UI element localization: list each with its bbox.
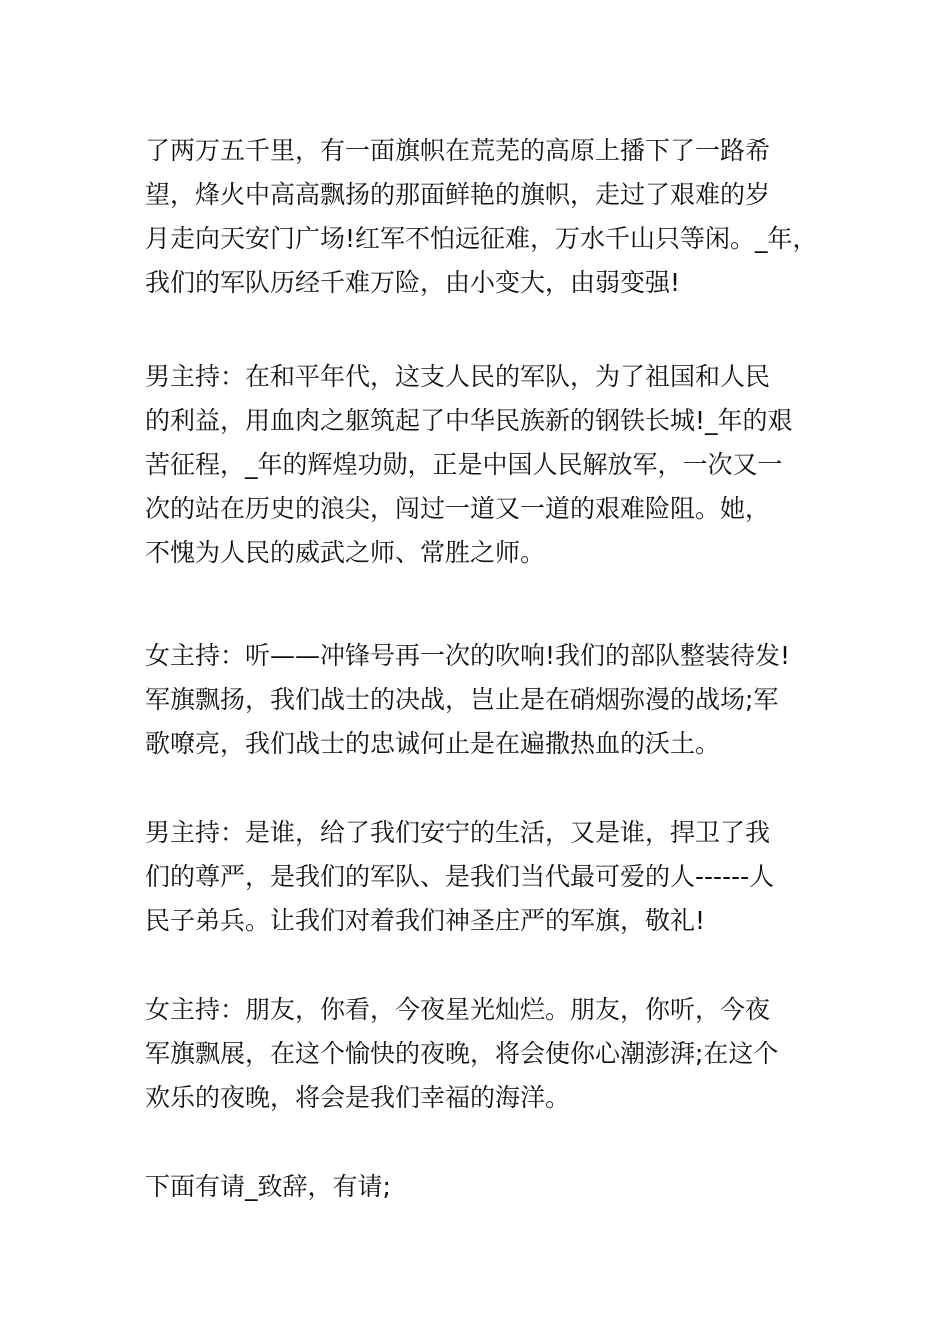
text-line: 军旗飘展，在这个愉快的夜晚，将会使你心潮澎湃;在这个 [145,1039,779,1068]
text-line: 男主持：是谁，给了我们安宁的生活，又是谁，捍卫了我 [145,818,771,847]
text-line: 月走向天安门广场!红军不怕远征难，万水千山只等闲。_年， [145,224,818,253]
text-line: 军旗飘扬，我们战士的决战，岂止是在硝烟弥漫的战场;军 [145,685,779,714]
paragraph-2 [145,355,865,575]
paragraph-4 [145,811,865,943]
text-line: 男主持：在和平年代，这支人民的军队，为了祖国和人民 [145,362,771,391]
text-line: 不愧为人民的威武之师、常胜之师。 [145,538,546,567]
text-line: 苦征程，_年的辉煌功勋，正是中国人民解放军，一次又一 [145,450,783,479]
paragraph-5 [145,988,865,1120]
text-line: 次的站在历史的浪尖，闯过一道又一道的艰难险阻。她， [145,494,771,523]
text-line: 欢乐的夜晚，将会是我们幸福的海洋。 [145,1083,571,1112]
text-line: 歌嘹亮，我们战士的忠诚何止是在遍撒热血的沃土。 [145,729,721,758]
text-line: 下面有请_致辞，有请; [145,1172,391,1201]
paragraph-1 [145,129,865,305]
text-line: 的利益，用血肉之躯筑起了中华民族新的钢铁长城!_年的艰 [145,406,793,435]
text-line: 们的尊严，是我们的军队、是我们当代最可爱的人------人 [145,862,775,891]
text-line: 了两万五千里，有一面旗帜在荒芜的高原上播下了一路希 [145,136,771,165]
text-line: 女主持：听——冲锋号再一次的吹响!我们的部队整装待发! [145,641,791,670]
paragraph-3 [145,634,865,766]
text-line: 女主持：朋友，你看，今夜星光灿烂。朋友，你听，今夜 [145,995,771,1024]
text-line: 民子弟兵。让我们对着我们神圣庄严的军旗，敬礼! [145,906,706,935]
paragraph-6 [145,1165,865,1209]
text-line: 我们的军队历经千难万险，由小变大，由弱变强! [145,268,681,297]
text-line: 望，烽火中高高飘扬的那面鲜艳的旗帜，走过了艰难的岁 [145,180,771,209]
